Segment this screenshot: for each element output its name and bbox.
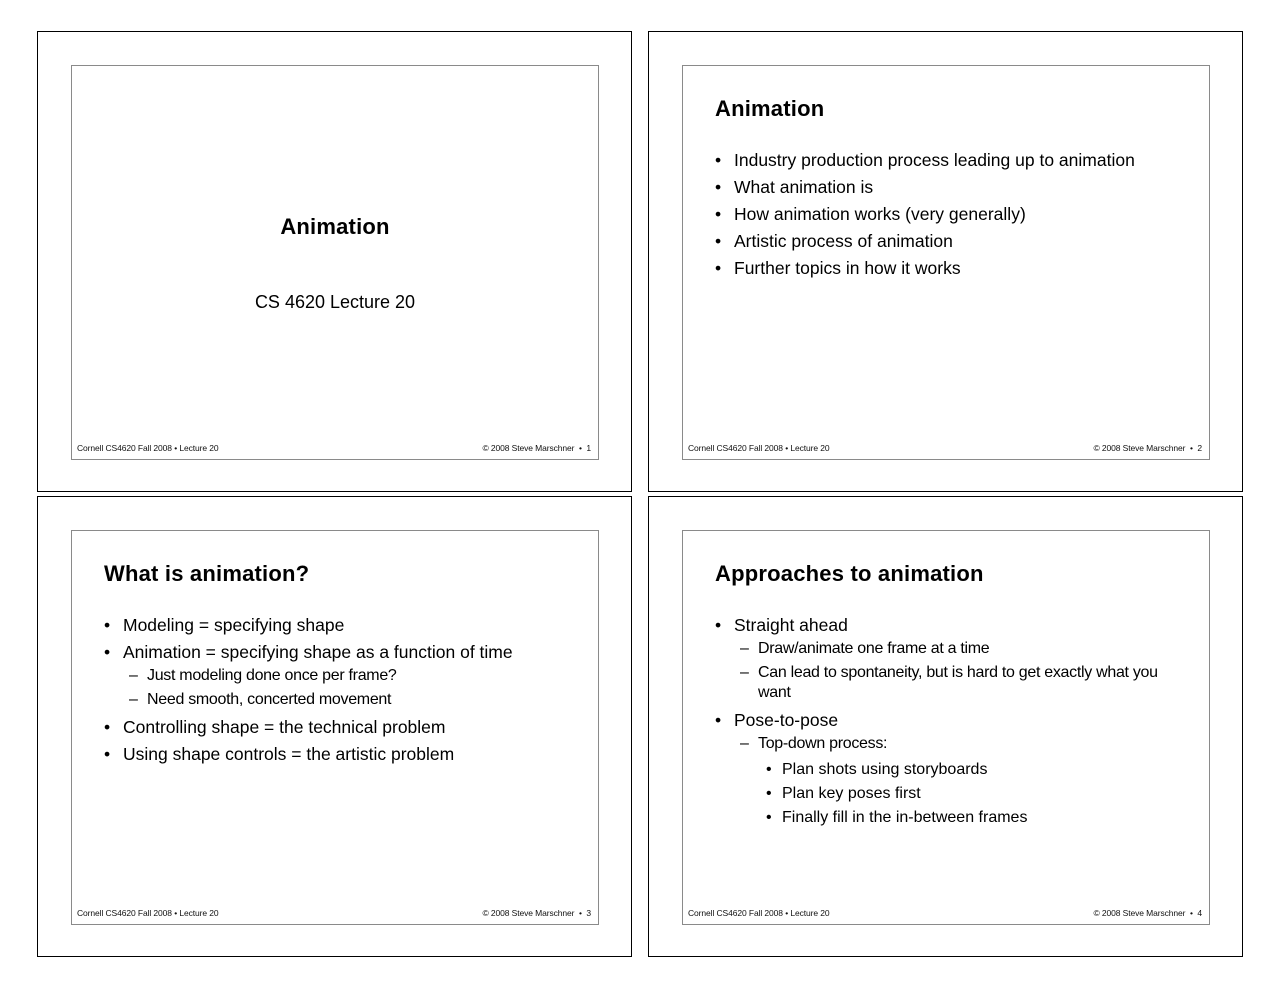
list-item-text: Animation = specifying shape as a function of time bbox=[123, 642, 513, 662]
sub-sub-list-item: • Plan key poses first bbox=[734, 782, 1185, 806]
slide-number: 1 bbox=[586, 443, 591, 453]
footer-course: Cornell CS4620 Fall 2008 • Lecture 20 bbox=[77, 908, 219, 918]
sub-list bbox=[123, 666, 604, 710]
list-item: • Controlling shape = the technical problem bbox=[104, 714, 604, 741]
slide-footer bbox=[688, 908, 1202, 918]
sub-sub-list-item: • Plan shots using storyboards bbox=[734, 758, 1185, 782]
list-item: • Artistic process of animation bbox=[715, 228, 1215, 255]
list-item-text: Straight ahead bbox=[734, 615, 848, 635]
slide-title: Animation bbox=[280, 214, 390, 239]
footer-right: © 2008 Steve Marschner • 3 bbox=[482, 908, 591, 918]
slide-subtitle: CS 4620 Lecture 20 bbox=[254, 292, 416, 312]
slide-title: Approaches to animation bbox=[715, 561, 984, 586]
bullet-list bbox=[715, 147, 1215, 282]
slide-3 bbox=[71, 530, 599, 925]
footer-right: © 2008 Steve Marschner • 2 bbox=[1093, 443, 1202, 453]
sub-list bbox=[734, 639, 1185, 703]
footer-right: © 2008 Steve Marschner • 1 bbox=[482, 443, 591, 453]
list-item: • What animation is bbox=[715, 174, 1215, 201]
slide-number: 4 bbox=[1197, 908, 1202, 918]
slide-2 bbox=[682, 65, 1210, 460]
slide-cell-4 bbox=[648, 496, 1243, 957]
slide-footer bbox=[688, 443, 1202, 453]
slide-title: Animation bbox=[715, 96, 825, 121]
footer-copyright: © 2008 Steve Marschner bbox=[482, 443, 575, 453]
sub-list-item: – Need smooth, concerted movement bbox=[123, 690, 604, 710]
bullet-list bbox=[715, 612, 1185, 830]
slide-cell-1 bbox=[37, 31, 632, 492]
sub-sub-list-item: • Finally fill in the in-between frames bbox=[734, 806, 1185, 830]
footer-right: © 2008 Steve Marschner • 4 bbox=[1093, 908, 1202, 918]
list-item bbox=[715, 612, 1185, 703]
list-item: • Industry production process leading up to animation bbox=[715, 147, 1215, 174]
footer-copyright: © 2008 Steve Marschner bbox=[1093, 443, 1186, 453]
list-item bbox=[715, 707, 1185, 830]
slide-footer bbox=[77, 908, 591, 918]
slide-cell-3 bbox=[37, 496, 632, 957]
list-item: • Further topics in how it works bbox=[715, 255, 1215, 282]
slide-title: What is animation? bbox=[104, 561, 310, 586]
sub-list-item: – Just modeling done once per frame? bbox=[123, 666, 604, 686]
list-item: • Using shape controls = the artistic problem bbox=[104, 741, 604, 768]
list-item-text: Pose-to-pose bbox=[734, 710, 839, 730]
bullet-list bbox=[104, 612, 604, 768]
slide-4 bbox=[682, 530, 1210, 925]
slide-number: 3 bbox=[586, 908, 591, 918]
slide-1 bbox=[71, 65, 599, 460]
sub-list bbox=[734, 734, 1185, 754]
list-item: • Modeling = specifying shape bbox=[104, 612, 604, 639]
sub-list-item: – Draw/animate one frame at a time bbox=[734, 639, 1185, 659]
slide-footer bbox=[77, 443, 591, 453]
slide-cell-2 bbox=[648, 31, 1243, 492]
list-item bbox=[104, 639, 604, 710]
slide-number: 2 bbox=[1197, 443, 1202, 453]
sub-list-item: – Top-down process: bbox=[734, 734, 1185, 754]
footer-copyright: © 2008 Steve Marschner bbox=[1093, 908, 1186, 918]
sub-sub-list bbox=[734, 758, 1185, 830]
sub-list-item: – Can lead to spontaneity, but is hard to get exactly what you want bbox=[734, 663, 1185, 703]
footer-copyright: © 2008 Steve Marschner bbox=[482, 908, 575, 918]
footer-course: Cornell CS4620 Fall 2008 • Lecture 20 bbox=[688, 443, 830, 453]
list-item: • How animation works (very generally) bbox=[715, 201, 1215, 228]
footer-course: Cornell CS4620 Fall 2008 • Lecture 20 bbox=[77, 443, 219, 453]
footer-course: Cornell CS4620 Fall 2008 • Lecture 20 bbox=[688, 908, 830, 918]
